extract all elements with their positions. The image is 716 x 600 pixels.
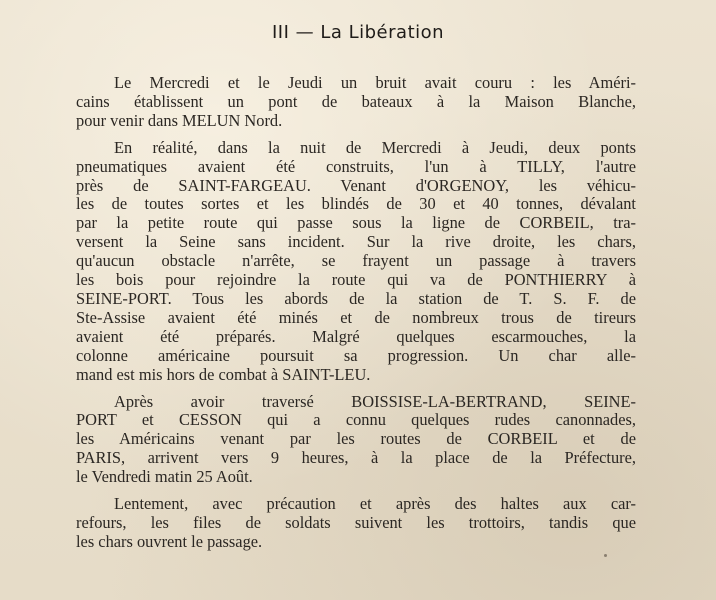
text-line: versent la Seine sans incident. Sur la rive droite, les chars, (76, 232, 636, 252)
text-line: les Américains venant par les routes de CORBEIL et de (76, 429, 636, 449)
text-line: par la petite route qui passe sous la ligne de CORBEIL, tra- (76, 213, 636, 233)
text-line: cains établissent un pont de bateaux à la Maison Blanche, (76, 91, 636, 111)
text-line: refours, les files de soldats suivent les trottoirs, tandis que (76, 512, 636, 532)
text-line: le Vendredi matin 25 Août. (76, 467, 253, 487)
text-line: pneumatiques avaient été construits, l'un à TILLY, l'autre (76, 156, 636, 176)
paragraph-4 (76, 495, 636, 552)
text-line: En réalité, dans la nuit de Mercredi à Jeudi, deux ponts (114, 137, 636, 157)
paragraph-2 (76, 139, 636, 385)
body-text (76, 74, 636, 560)
text-line: qu'aucun obstacle n'arrête, se frayent un passage à travers (76, 251, 636, 271)
chapter-heading: III — La Libération (271, 22, 445, 43)
text-line: Après avoir traversé BOISSISE-LA-BERTRAND, SEINE- (114, 391, 636, 411)
paper-speck (604, 554, 607, 557)
text-line: Le Mercredi et le Jeudi un bruit avait couru : les Améri- (114, 73, 636, 92)
text-line: Ste-Assise avaient été minés et de nombreux trous de tireurs (76, 307, 636, 327)
text-line: les chars ouvrent le passage. (76, 531, 263, 551)
text-line: les bois pour rejoindre la route qui va de PONTHIERRY à (76, 270, 636, 290)
text-line: colonne américaine poursuit sa progression. Un char alle- (76, 345, 636, 365)
text-line: PARIS, arrivent vers 9 heures, à la place de la Préfecture, (76, 448, 636, 468)
text-line: près de SAINT-FARGEAU. Venant d'ORGENOY, les véhicu- (76, 175, 636, 195)
text-line: pour venir dans MELUN Nord. (76, 110, 283, 130)
text-line: SEINE-PORT. Tous les abords de la station de T. S. F. de (76, 288, 636, 308)
text-line: les de toutes sortes et les blindés de 30 et 40 tonnes, dévalant (76, 194, 636, 214)
text-line: mand est mis hors de combat à SAINT-LEU. (76, 364, 371, 384)
text-line: avaient été préparés. Malgré quelques escarmouches, la (76, 326, 636, 346)
paragraph-1 (76, 74, 636, 131)
paragraph-3 (76, 393, 636, 488)
text-line: PORT et CESSON qui a connu quelques rudes canonnades, (76, 410, 636, 430)
text-line: Lentement, avec précaution et après des haltes aux car- (114, 494, 636, 514)
